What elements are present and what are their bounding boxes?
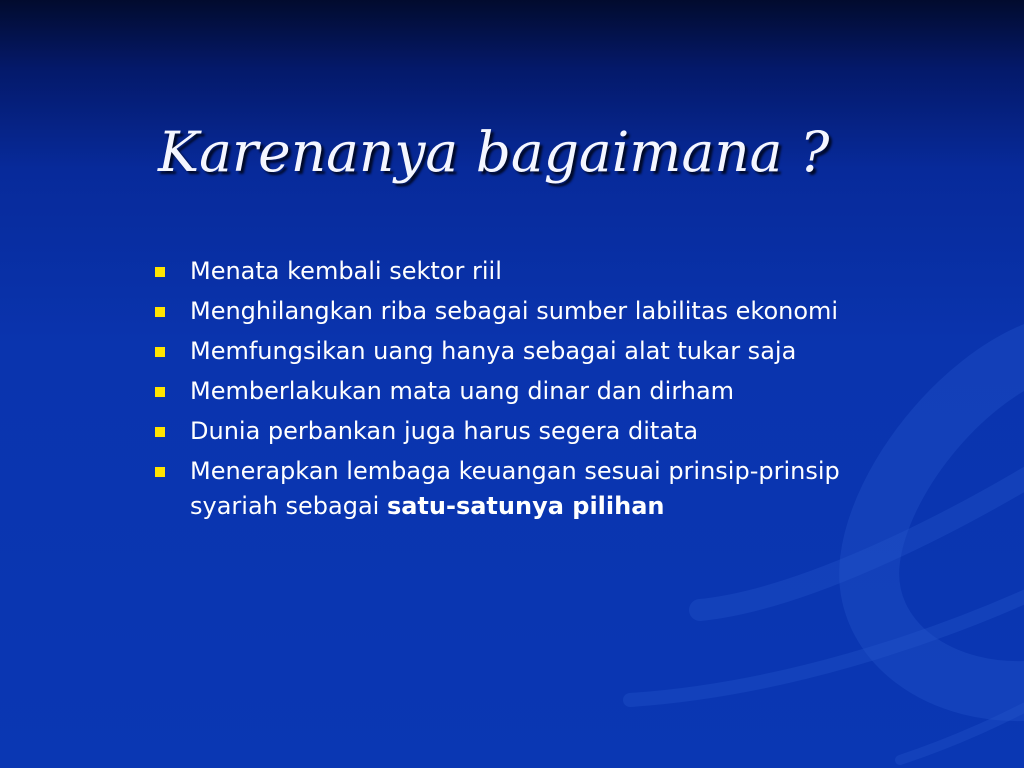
slide-title: Karenanya bagaimana ? [158,120,830,184]
bullet-item [150,374,910,409]
bullet-list [150,254,910,529]
bullet-text: Memberlakukan mata uang dinar dan dirham [190,377,735,405]
square-bullet-icon [155,467,165,477]
square-bullet-icon [155,427,165,437]
square-bullet-icon [155,267,165,277]
square-bullet-icon [155,347,165,357]
bullet-text: Menghilangkan riba sebagai sumber labilitas ekonomi [190,297,839,325]
bullet-text-plain: Menerapkan lembaga keuangan sesuai prinsip-prinsip syariah sebagai [190,457,840,520]
bullet-item [150,254,910,289]
square-bullet-icon [155,307,165,317]
bullet-item [150,414,910,449]
bullet-item [150,294,910,329]
bullet-text-emphasis: satu-satunya pilihan [386,492,665,520]
bullet-text: Dunia perbankan juga harus segera ditata [190,417,699,445]
bullet-text: Memfungsikan uang hanya sebagai alat tukar saja [190,337,797,365]
bullet-item [150,454,910,524]
bullet-text [190,457,840,520]
bullet-item [150,334,910,369]
bullet-text: Menata kembali sektor riil [190,257,502,285]
square-bullet-icon [155,387,165,397]
